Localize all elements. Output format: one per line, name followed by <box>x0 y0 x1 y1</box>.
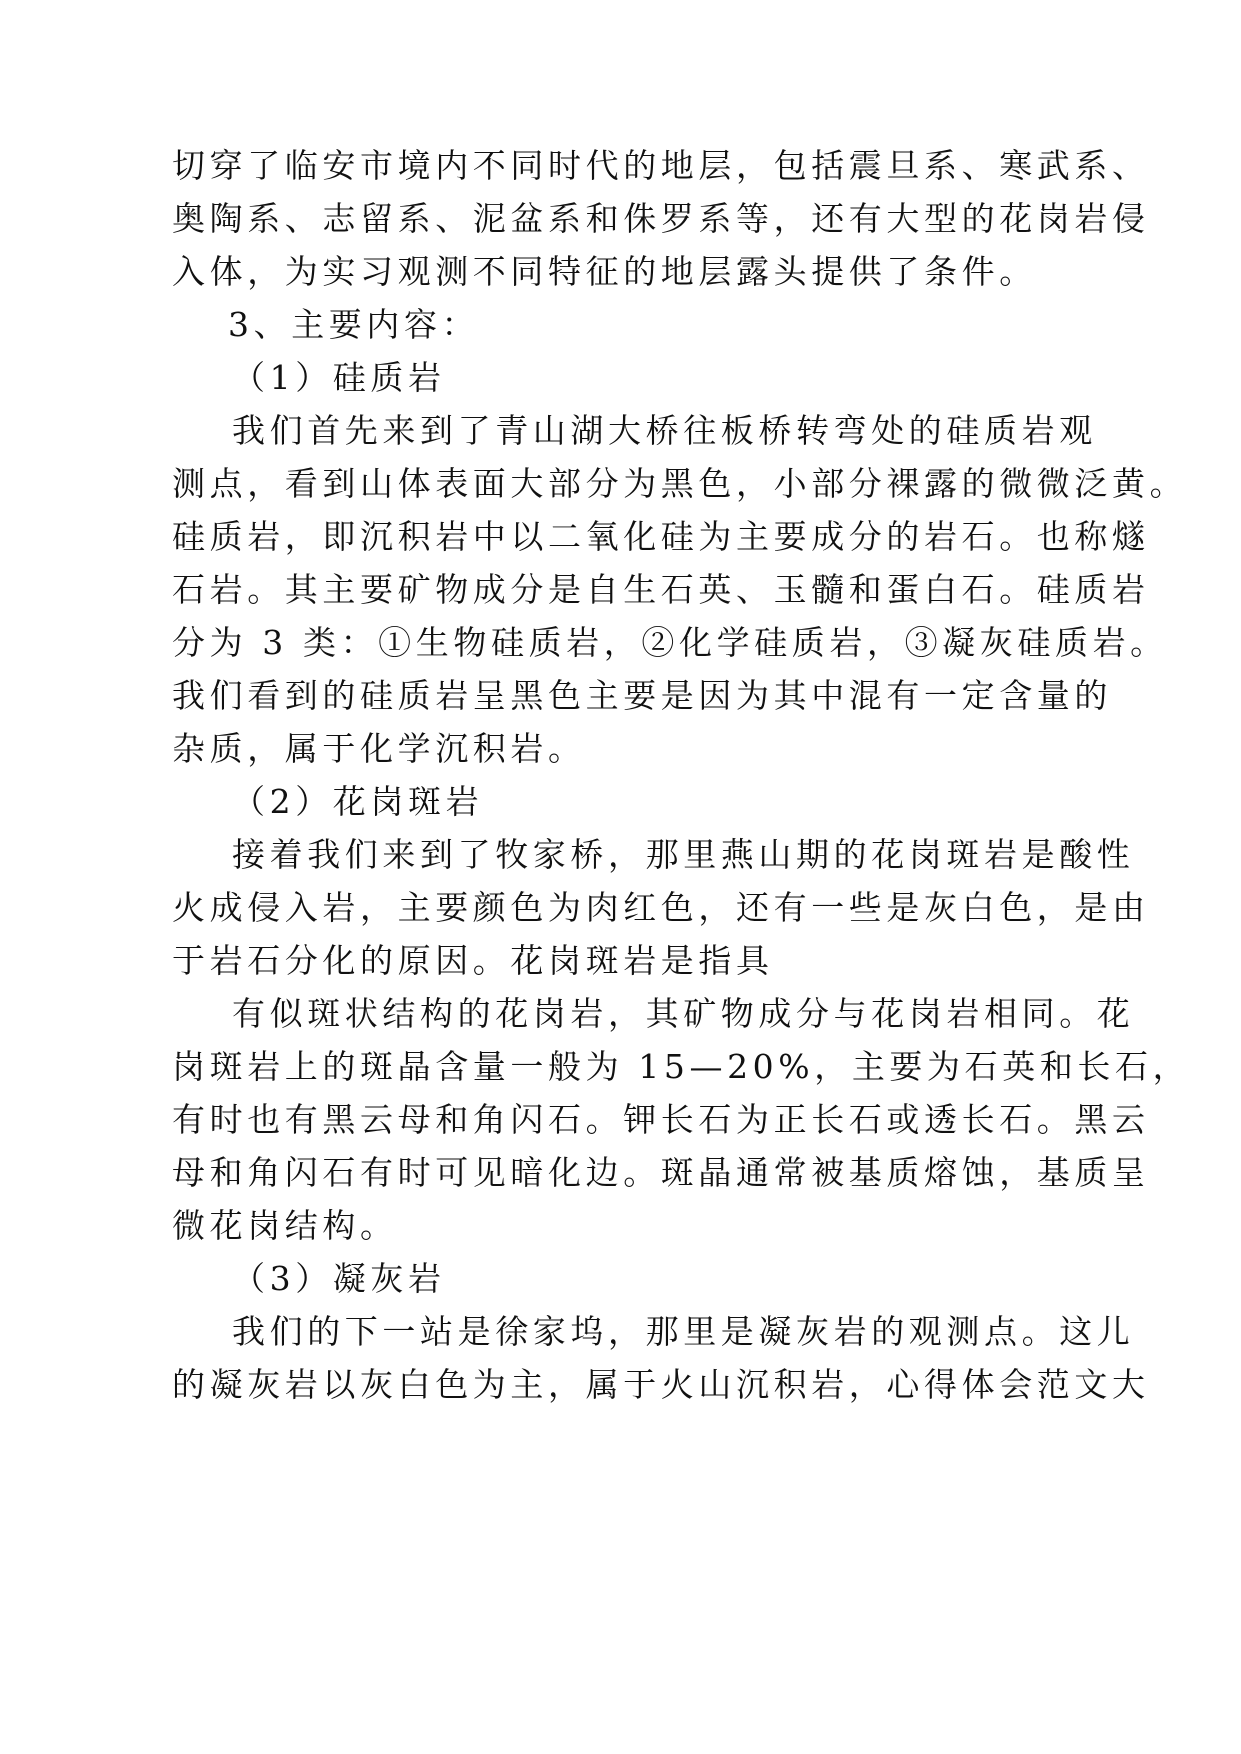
text-line: 石岩。其主要矿物成分是自生石英、玉髓和蛋白石。硅质岩 <box>172 570 1150 609</box>
text-line: 切穿了临安市境内不同时代的地层，包括震旦系、寒武系、 <box>172 146 1150 185</box>
text-line: 母和角闪石有时可见暗化边。斑晶通常被基质熔蚀，基质呈 <box>172 1153 1150 1192</box>
text-line: 杂质，属于化学沉积岩。 <box>172 729 586 768</box>
text-line: 岗斑岩上的斑晶含量一般为 15—20%，主要为石英和长石， <box>172 1047 1191 1086</box>
subsection-heading: （2）花岗斑岩 <box>232 782 484 821</box>
subsection-heading: （1）硅质岩 <box>232 358 446 397</box>
text-line: 入体，为实习观测不同特征的地层露头提供了条件。 <box>172 252 1037 291</box>
text-line: 硅质岩，即沉积岩中以二氧化硅为主要成分的岩石。也称燧 <box>172 517 1150 556</box>
text-line: 我们首先来到了青山湖大桥往板桥转弯处的硅质岩观 <box>232 411 1097 450</box>
text-line: 我们的下一站是徐家坞，那里是凝灰岩的观测点。这儿 <box>232 1312 1135 1351</box>
text-line: 火成侵入岩，主要颜色为肉红色，还有一些是灰白色，是由 <box>172 888 1150 927</box>
text-line: 微花岗结构。 <box>172 1206 398 1245</box>
section-heading: 3、主要内容： <box>228 305 480 344</box>
text-line: 接着我们来到了牧家桥，那里燕山期的花岗斑岩是酸性 <box>232 835 1135 874</box>
text-line: 分为 3 类：①生物硅质岩，②化学硅质岩，③凝灰硅质岩。 <box>172 623 1168 662</box>
text-line: 我们看到的硅质岩呈黑色主要是因为其中混有一定含量的 <box>172 676 1112 715</box>
text-line: 于岩石分化的原因。花岗斑岩是指具 <box>172 941 774 980</box>
text-line: 有时也有黑云母和角闪石。钾长石为正长石或透长石。黑云 <box>172 1100 1150 1139</box>
text-line: 的凝灰岩以灰白色为主，属于火山沉积岩，心得体会范文大 <box>172 1365 1150 1404</box>
text-line: 有似斑状结构的花岗岩，其矿物成分与花岗岩相同。花 <box>232 994 1135 1033</box>
subsection-heading: （3）凝灰岩 <box>232 1259 446 1298</box>
text-line: 奥陶系、志留系、泥盆系和侏罗系等，还有大型的花岗岩侵 <box>172 199 1150 238</box>
text-line: 测点，看到山体表面大部分为黑色，小部分裸露的微微泛黄。 <box>172 464 1188 503</box>
